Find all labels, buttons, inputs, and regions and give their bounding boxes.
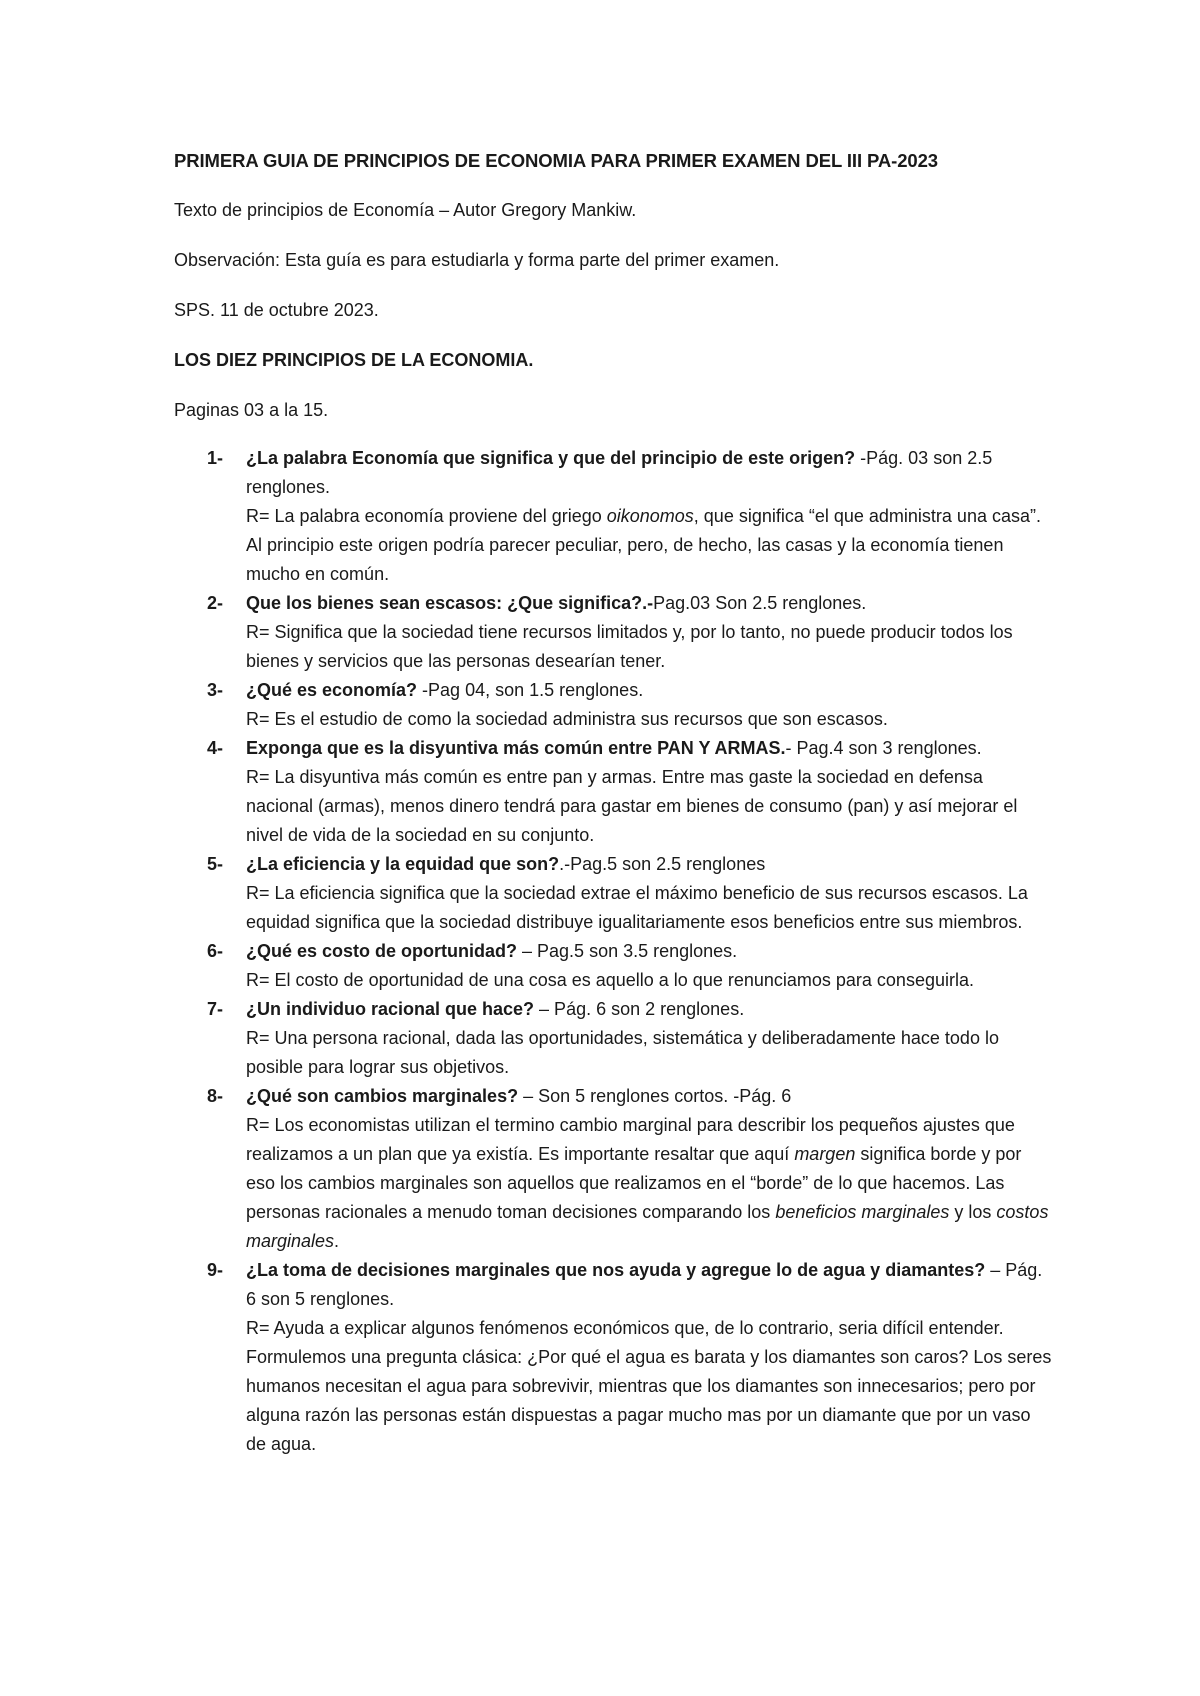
answer-text bbox=[246, 763, 1054, 850]
answer-italic-term: beneficios marginales bbox=[775, 1202, 950, 1222]
question-text bbox=[246, 854, 765, 874]
question-item bbox=[174, 676, 1054, 734]
textbook-line: Texto de principios de Economía – Autor Gregory Mankiw. bbox=[174, 200, 637, 220]
question-text bbox=[246, 941, 737, 961]
question-prompt: ¿La eficiencia y la equidad que son? bbox=[246, 854, 560, 874]
question-number: 5- bbox=[207, 854, 224, 874]
question-text bbox=[246, 1086, 791, 1106]
answer-italic-term: oikonomos bbox=[606, 506, 694, 526]
answer-segment: R= El costo de oportunidad de una cosa es aquello a lo que renunciamos para conseguirla. bbox=[246, 970, 974, 990]
question-prompt: ¿La palabra Economía que significa y que del principio de este origen? bbox=[246, 448, 856, 468]
question-prompt: ¿Qué es costo de oportunidad? bbox=[246, 941, 518, 961]
question-number: 4- bbox=[207, 738, 224, 758]
question-list bbox=[174, 444, 1054, 1459]
question-number: 1- bbox=[207, 448, 224, 468]
answer-segment: R= La palabra economía proviene del griego bbox=[246, 506, 607, 526]
question-item bbox=[174, 734, 1054, 850]
answer-segment: y los bbox=[949, 1202, 997, 1222]
answer-segment: R= Una persona racional, dada las oportunidades, sistemática y deliberadamente hace todo lo posible para lograr sus objetivos. bbox=[246, 1028, 999, 1077]
question-text bbox=[246, 448, 992, 497]
answer-text bbox=[246, 1111, 1054, 1256]
answer-text bbox=[246, 879, 1054, 937]
question-number: 3- bbox=[207, 680, 224, 700]
answer-segment: R= La eficiencia significa que la sociedad extrae el máximo beneficio de sus recursos escasos. La equidad significa que la sociedad distribuye igualitariamente esos beneficios entre sus miembros. bbox=[246, 883, 1028, 932]
section-heading: LOS DIEZ PRINCIPIOS DE LA ECONOMIA. bbox=[174, 350, 534, 370]
question-text bbox=[246, 999, 744, 1019]
answer-segment: . bbox=[334, 1231, 340, 1251]
question-prompt: ¿Qué es economía? bbox=[246, 680, 418, 700]
document-title: PRIMERA GUIA DE PRINCIPIOS DE ECONOMIA PARA PRIMER EXAMEN DEL III PA-2023 bbox=[174, 150, 938, 171]
question-meta: -Pag 04, son 1.5 renglones. bbox=[417, 680, 644, 700]
question-meta: .-Pag.5 son 2.5 renglones bbox=[559, 854, 766, 874]
question-text bbox=[246, 593, 866, 613]
answer-text bbox=[246, 1024, 1054, 1082]
question-number: 8- bbox=[207, 1086, 224, 1106]
answer-segment: , que significa “el que administra una casa”. Al principio este origen podría parecer peculiar, pero, de hecho, las casas y la economía tienen mucho en común. bbox=[246, 506, 1041, 584]
answer-segment: R= Ayuda a explicar algunos fenómenos económicos que, de lo contrario, seria difícil entender. Formulemos una pregunta clásica: ¿Por qué el agua es barata y los diamantes son caros? Los seres humanos necesitan el agua para sobrevivir, mientras que los diamantes son innecesarios; pero por alguna razón las personas están dispuestas a pagar mucho mas por un diamante que por un vaso de agua. bbox=[246, 1318, 1052, 1454]
document-page bbox=[174, 146, 1054, 1459]
question-item bbox=[174, 850, 1054, 937]
question-item bbox=[174, 995, 1054, 1082]
question-prompt: ¿Qué son cambios marginales? bbox=[246, 1086, 519, 1106]
question-number: 6- bbox=[207, 941, 224, 961]
answer-segment: significa borde y por eso los cambios marginales son aquellos que realizamos en el “borde” de lo que hacemos. Las personas racionales a menudo toman decisiones comparando los bbox=[246, 1144, 1022, 1222]
date-line: SPS. 11 de octubre 2023. bbox=[174, 300, 379, 320]
answer-text bbox=[246, 705, 1054, 734]
question-number: 7- bbox=[207, 999, 224, 1019]
question-meta: - Pag.4 son 3 renglones. bbox=[785, 738, 982, 758]
question-meta: Pag.03 Son 2.5 renglones. bbox=[653, 593, 867, 613]
question-item bbox=[174, 937, 1054, 995]
answer-segment: R= Es el estudio de como la sociedad administra sus recursos que son escasos. bbox=[246, 709, 888, 729]
answer-text bbox=[246, 618, 1054, 676]
question-text bbox=[246, 738, 982, 758]
answer-segment: R= Los economistas utilizan el termino cambio marginal para describir los pequeños ajustes que realizamos a un plan que ya existía. Es importante resaltar que aquí bbox=[246, 1115, 1015, 1164]
observation-line: Observación: Esta guía es para estudiarla y forma parte del primer examen. bbox=[174, 250, 780, 270]
question-meta: – Pág. 6 son 5 renglones. bbox=[246, 1260, 1043, 1309]
question-meta: -Pág. 03 son 2.5 renglones. bbox=[246, 448, 993, 497]
question-item bbox=[174, 444, 1054, 589]
question-prompt: Exponga que es la disyuntiva más común entre PAN Y ARMAS. bbox=[246, 738, 786, 758]
question-meta: – Son 5 renglones cortos. -Pág. 6 bbox=[518, 1086, 792, 1106]
question-item bbox=[174, 1256, 1054, 1459]
question-text bbox=[246, 1260, 1042, 1309]
question-number: 9- bbox=[207, 1260, 224, 1280]
answer-text bbox=[246, 966, 1054, 995]
answer-segment: R= La disyuntiva más común es entre pan y armas. Entre mas gaste la sociedad en defensa nacional (armas), menos dinero tendrá para gastar em bienes de consumo (pan) y así mejorar el nivel de vida de la sociedad en su conjunto. bbox=[246, 767, 1018, 845]
question-prompt: Que los bienes sean escasos: ¿Que significa?.- bbox=[246, 593, 654, 613]
answer-segment: R= Significa que la sociedad tiene recursos limitados y, por lo tanto, no puede producir todos los bienes y servicios que las personas desearían tener. bbox=[246, 622, 1013, 671]
question-text bbox=[246, 680, 643, 700]
question-item bbox=[174, 589, 1054, 676]
pages-line: Paginas 03 a la 15. bbox=[174, 400, 329, 420]
answer-text bbox=[246, 1314, 1054, 1459]
question-prompt: ¿La toma de decisiones marginales que nos ayuda y agregue lo de agua y diamantes? bbox=[246, 1260, 986, 1280]
question-meta: – Pag.5 son 3.5 renglones. bbox=[517, 941, 738, 961]
answer-italic-term: costos marginales bbox=[246, 1202, 1049, 1251]
question-item bbox=[174, 1082, 1054, 1256]
question-number: 2- bbox=[207, 593, 224, 613]
question-meta: – Pág. 6 son 2 renglones. bbox=[534, 999, 745, 1019]
answer-italic-term: margen bbox=[794, 1144, 856, 1164]
answer-text bbox=[246, 502, 1054, 589]
question-prompt: ¿Un individuo racional que hace? bbox=[246, 999, 535, 1019]
